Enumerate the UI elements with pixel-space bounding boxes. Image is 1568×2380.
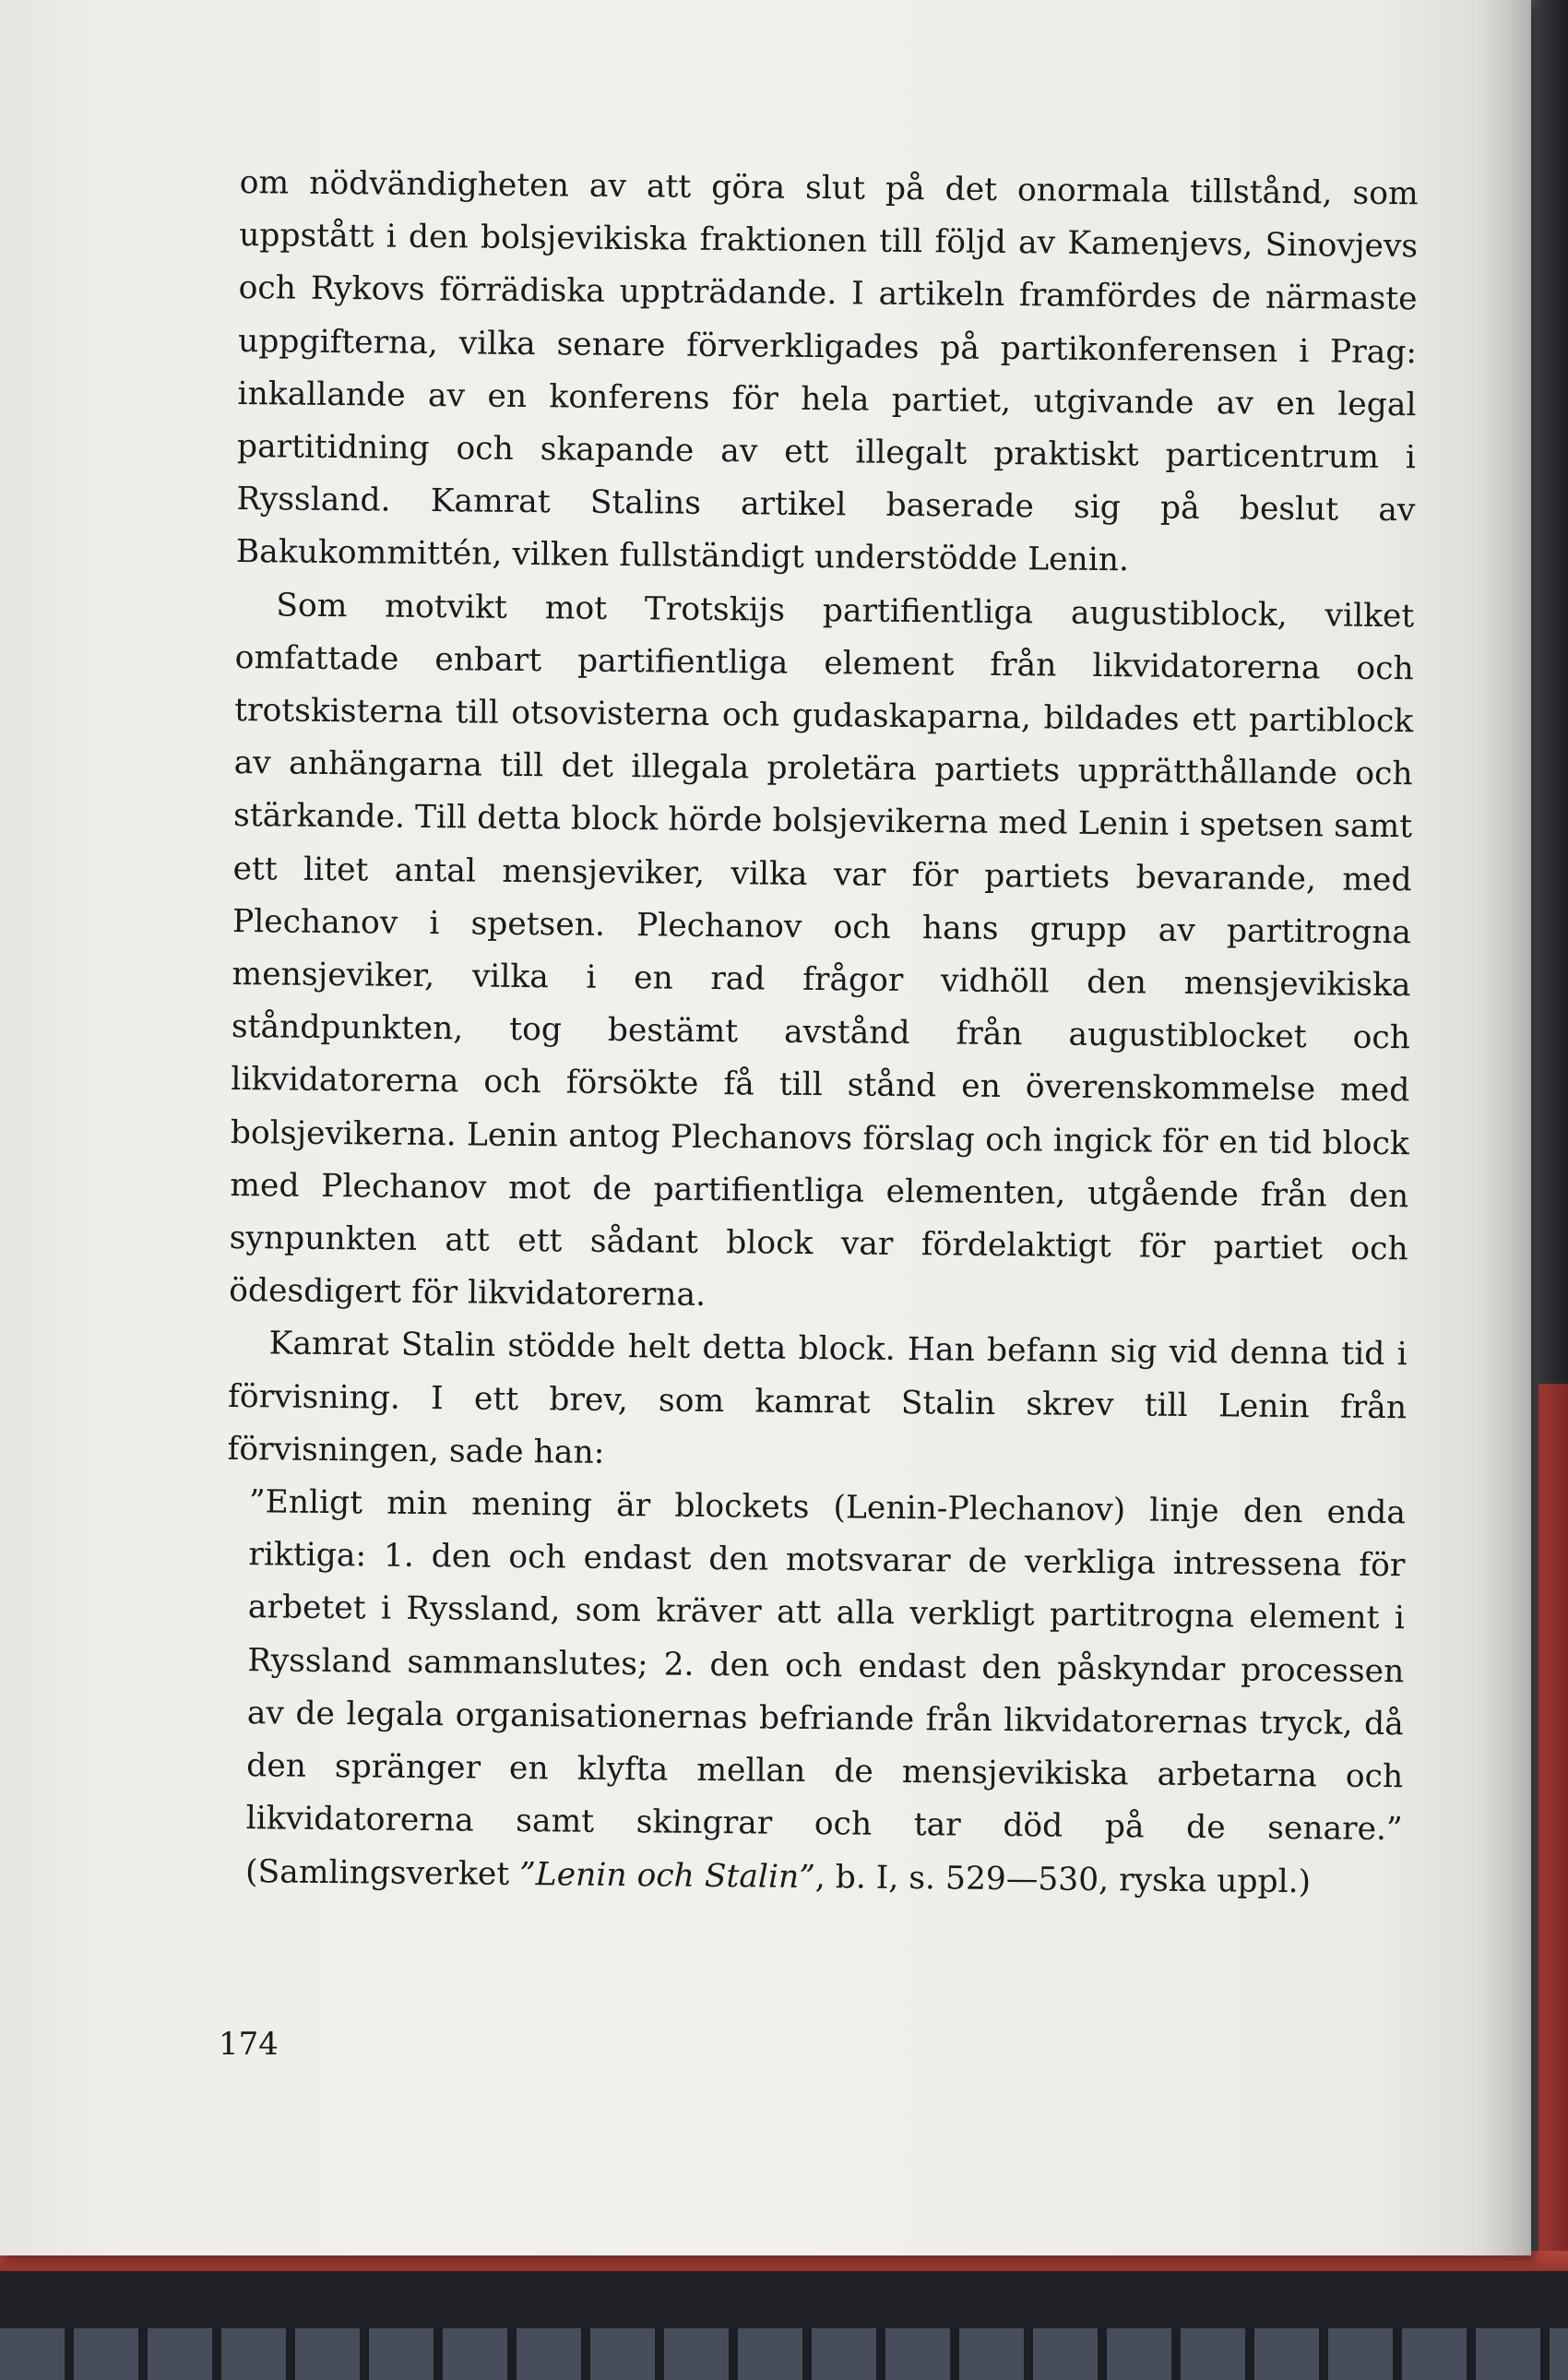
body-text [223, 157, 1419, 1910]
block-quote [223, 1476, 1406, 1910]
quote-text: ”Enligt min mening är blockets (Lenin-Plechanov) linje den enda riktiga: 1. den och endast den motsvarar de verkliga intressena för arbetet i Ryssland, som kräver att alla verkligt partitrogna element i Ryssland sammanslutes; 2. den och endast den påskyndar processen av de legala organisationernas befriande från likvidatorernas tryck, då den spränger en klyfta mellan de mensjevikiska arbetarna och likvidatorerna samt skingrar och tar död på de senare.” [245, 1483, 1407, 1849]
paragraph-2: Som motvikt mot Trotskijs partifientliga augustiblock, vilket omfattade enbart partifientliga element från likvidatorerna och trotskisterna till otsovisterna och gudaskaparna, bildades ett partiblock av anhängarna till det illegala proletära partiets upprätthållande och stärkande. Till detta block hörde bolsjevikerna med Lenin i spetsen samt ett litet antal mensjeviker, vilka var för partiets bevarande, med Plechanov i spetsen. Plechanov och hans grupp av partitrogna mensjeviker, vilka i en rad frågor vidhöll den mensjevikiska ståndpunkten, tog bestämt avstånd från augustiblocket och likvidatorerna och försökte få till stånd en överenskommelse med bolsjevikerna. Lenin antog Plechanovs förslag och ingick för en tid block med Plechanov mot de partifientliga elementen, utgående från den synpunkten att ett sådant block var fördelaktigt för partiet och ödesdigert för likvidatorerna. [229, 587, 1415, 1315]
cover-red-binding [1538, 1384, 1568, 2279]
paragraph-1: om nödvändigheten av att göra slut på det onormala tillstånd, som uppstått i den bolsjevikiska fraktionen till följd av Kamenjevs, Sinovjevs och Rykovs förrädiska uppträdande. I artikeln framfördes de närmaste uppgifterna, vilka senare förverkligades på partikonferensen i Prag: inkallande av en konferens för hela partiet, utgivande av en legal partitidning och skapande av ett illegalt praktiskt particentrum i Ryssland. Kamrat Stalins artikel baserade sig på beslut av Bakukommittén, vilken fullständigt understödde Lenin. [235, 163, 1419, 579]
citation-prefix: (Samlingsverket [244, 1852, 520, 1893]
page-gutter-shadow [1476, 0, 1531, 2255]
citation-suffix: , b. I, s. 529—530, ryska uppl.) [814, 1858, 1312, 1900]
scanner-strip [0, 2271, 1568, 2380]
citation-title: ”Lenin och Stalin” [518, 1855, 816, 1896]
paragraph-3: Kamrat Stalin stödde helt detta block. Han befann sig vid denna tid i förvisning. I ett brev, som kamrat Stalin skrev till Lenin från förvisningen, sade han: [227, 1325, 1408, 1471]
page-number: 174 [219, 2026, 279, 2063]
scanner-ruler [0, 2328, 1568, 2380]
